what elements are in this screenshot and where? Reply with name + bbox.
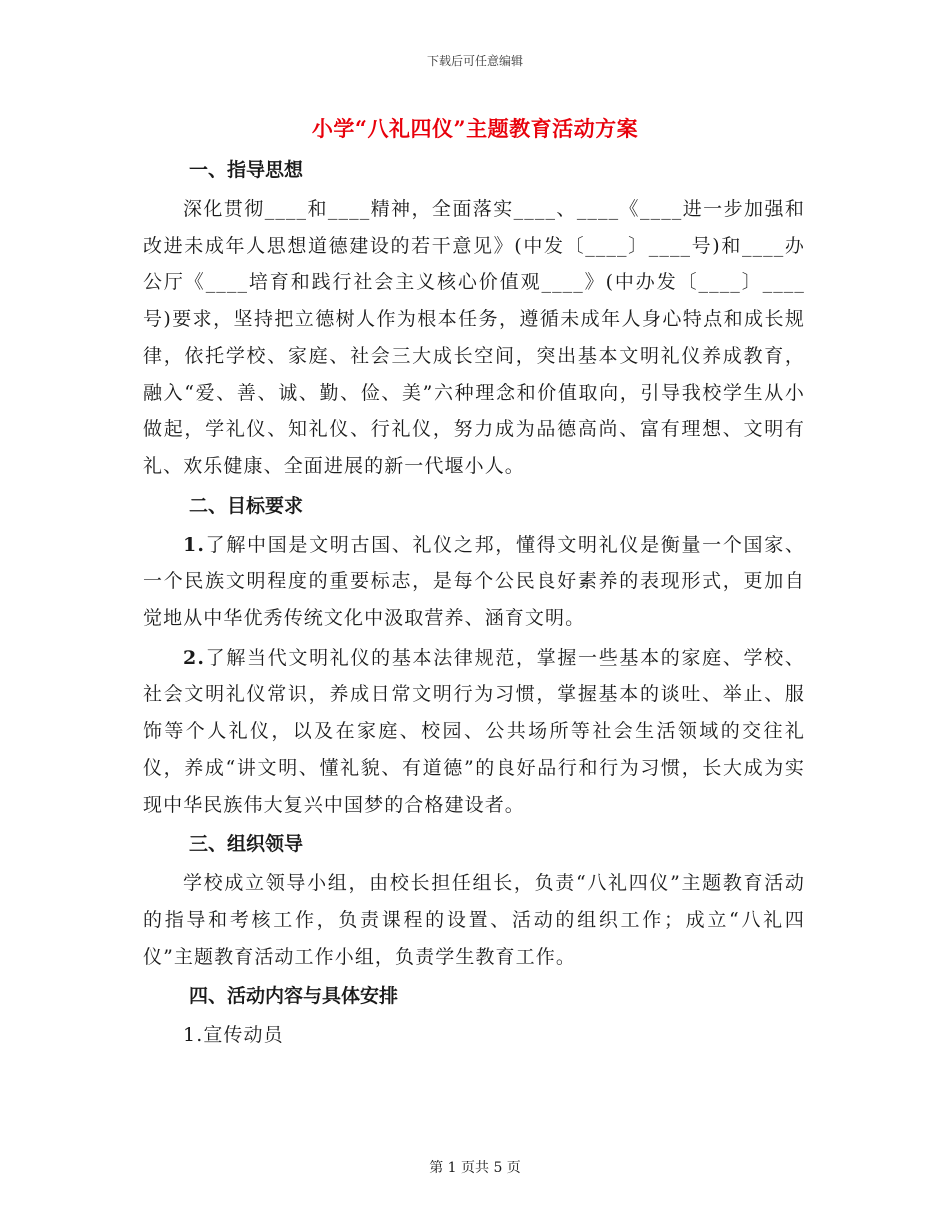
sub-item-number: 1. xyxy=(183,1024,204,1047)
sub-item xyxy=(143,1017,805,1054)
section-heading: 二、目标要求 xyxy=(189,494,304,517)
paragraph-text: 了解中国是文明古国、礼仪之邦，懂得文明礼仪是衡量一个国家、一个民族文明程度的重要标志，是每个公民良好素养的表现形式，更加自觉地从中华优秀传统文化中汲取营养、涵育文明。 xyxy=(143,533,805,630)
body-paragraph: 学校成立领导小组，由校长担任组长，负责“八礼四仪”主题教育活动的指导和考核工作，负责课程的设置、活动的组织工作；成立“八礼四仪”主题教育活动工作小组，负责学生教育工作。 xyxy=(143,872,805,968)
sub-item-text: 宣传动员 xyxy=(203,1024,284,1047)
body-paragraph: 深化贯彻____和____精神，全面落实____、____《____进一步加强和改进未成年人思想道德建设的若干意见》(中发〔____〕____号)和____办公厅《____培育和践行社会主义核心价值观____》(中办发〔____〕____号)要求，坚持把立德树人作为根本任务，遵循未成年人身心特点和成长规律，依托学校、家庭、社会三大成长空间，突出基本文明礼仪养成教育，融入“爱、善、诚、勤、俭、美”六种理念和价值取向，引导我校学生从小做起，学礼仪、知礼仪、行礼仪，努力成为品德高尚、富有理想、文明有礼、欢乐健康、全面进展的新一代堰小人。 xyxy=(143,198,805,477)
document-body xyxy=(143,152,805,1054)
paragraph-number: 2. xyxy=(183,646,206,669)
section-heading: 一、指导思想 xyxy=(189,159,304,181)
paragraph-text: 了解当代文明礼仪的基本法律规范，掌握一些基本的家庭、学校、社会文明礼仪常识，养成日常文明行为习惯，掌握基本的谈吐、举止、服饰等个人礼仪，以及在家庭、校园、公共场所等社会生活领域的交往礼仪，养成“讲文明、懂礼貌、有道德”的良好品行和行为习惯，长大成为实现中华民族伟大复兴中国梦的合格建设者。 xyxy=(143,646,805,816)
header-note: 下载后可任意编辑 xyxy=(426,54,523,68)
numbered-paragraph xyxy=(143,527,805,637)
section-heading: 三、组织领导 xyxy=(189,833,304,856)
section-heading: 四、活动内容与具体安排 xyxy=(189,985,399,1008)
page-footer: 第 1 页共 5 页 xyxy=(429,1160,521,1176)
numbered-paragraph xyxy=(143,640,805,824)
document-title: 小学“八礼四仪”主题教育活动方案 xyxy=(311,116,639,141)
paragraph-number: 1. xyxy=(183,533,206,556)
